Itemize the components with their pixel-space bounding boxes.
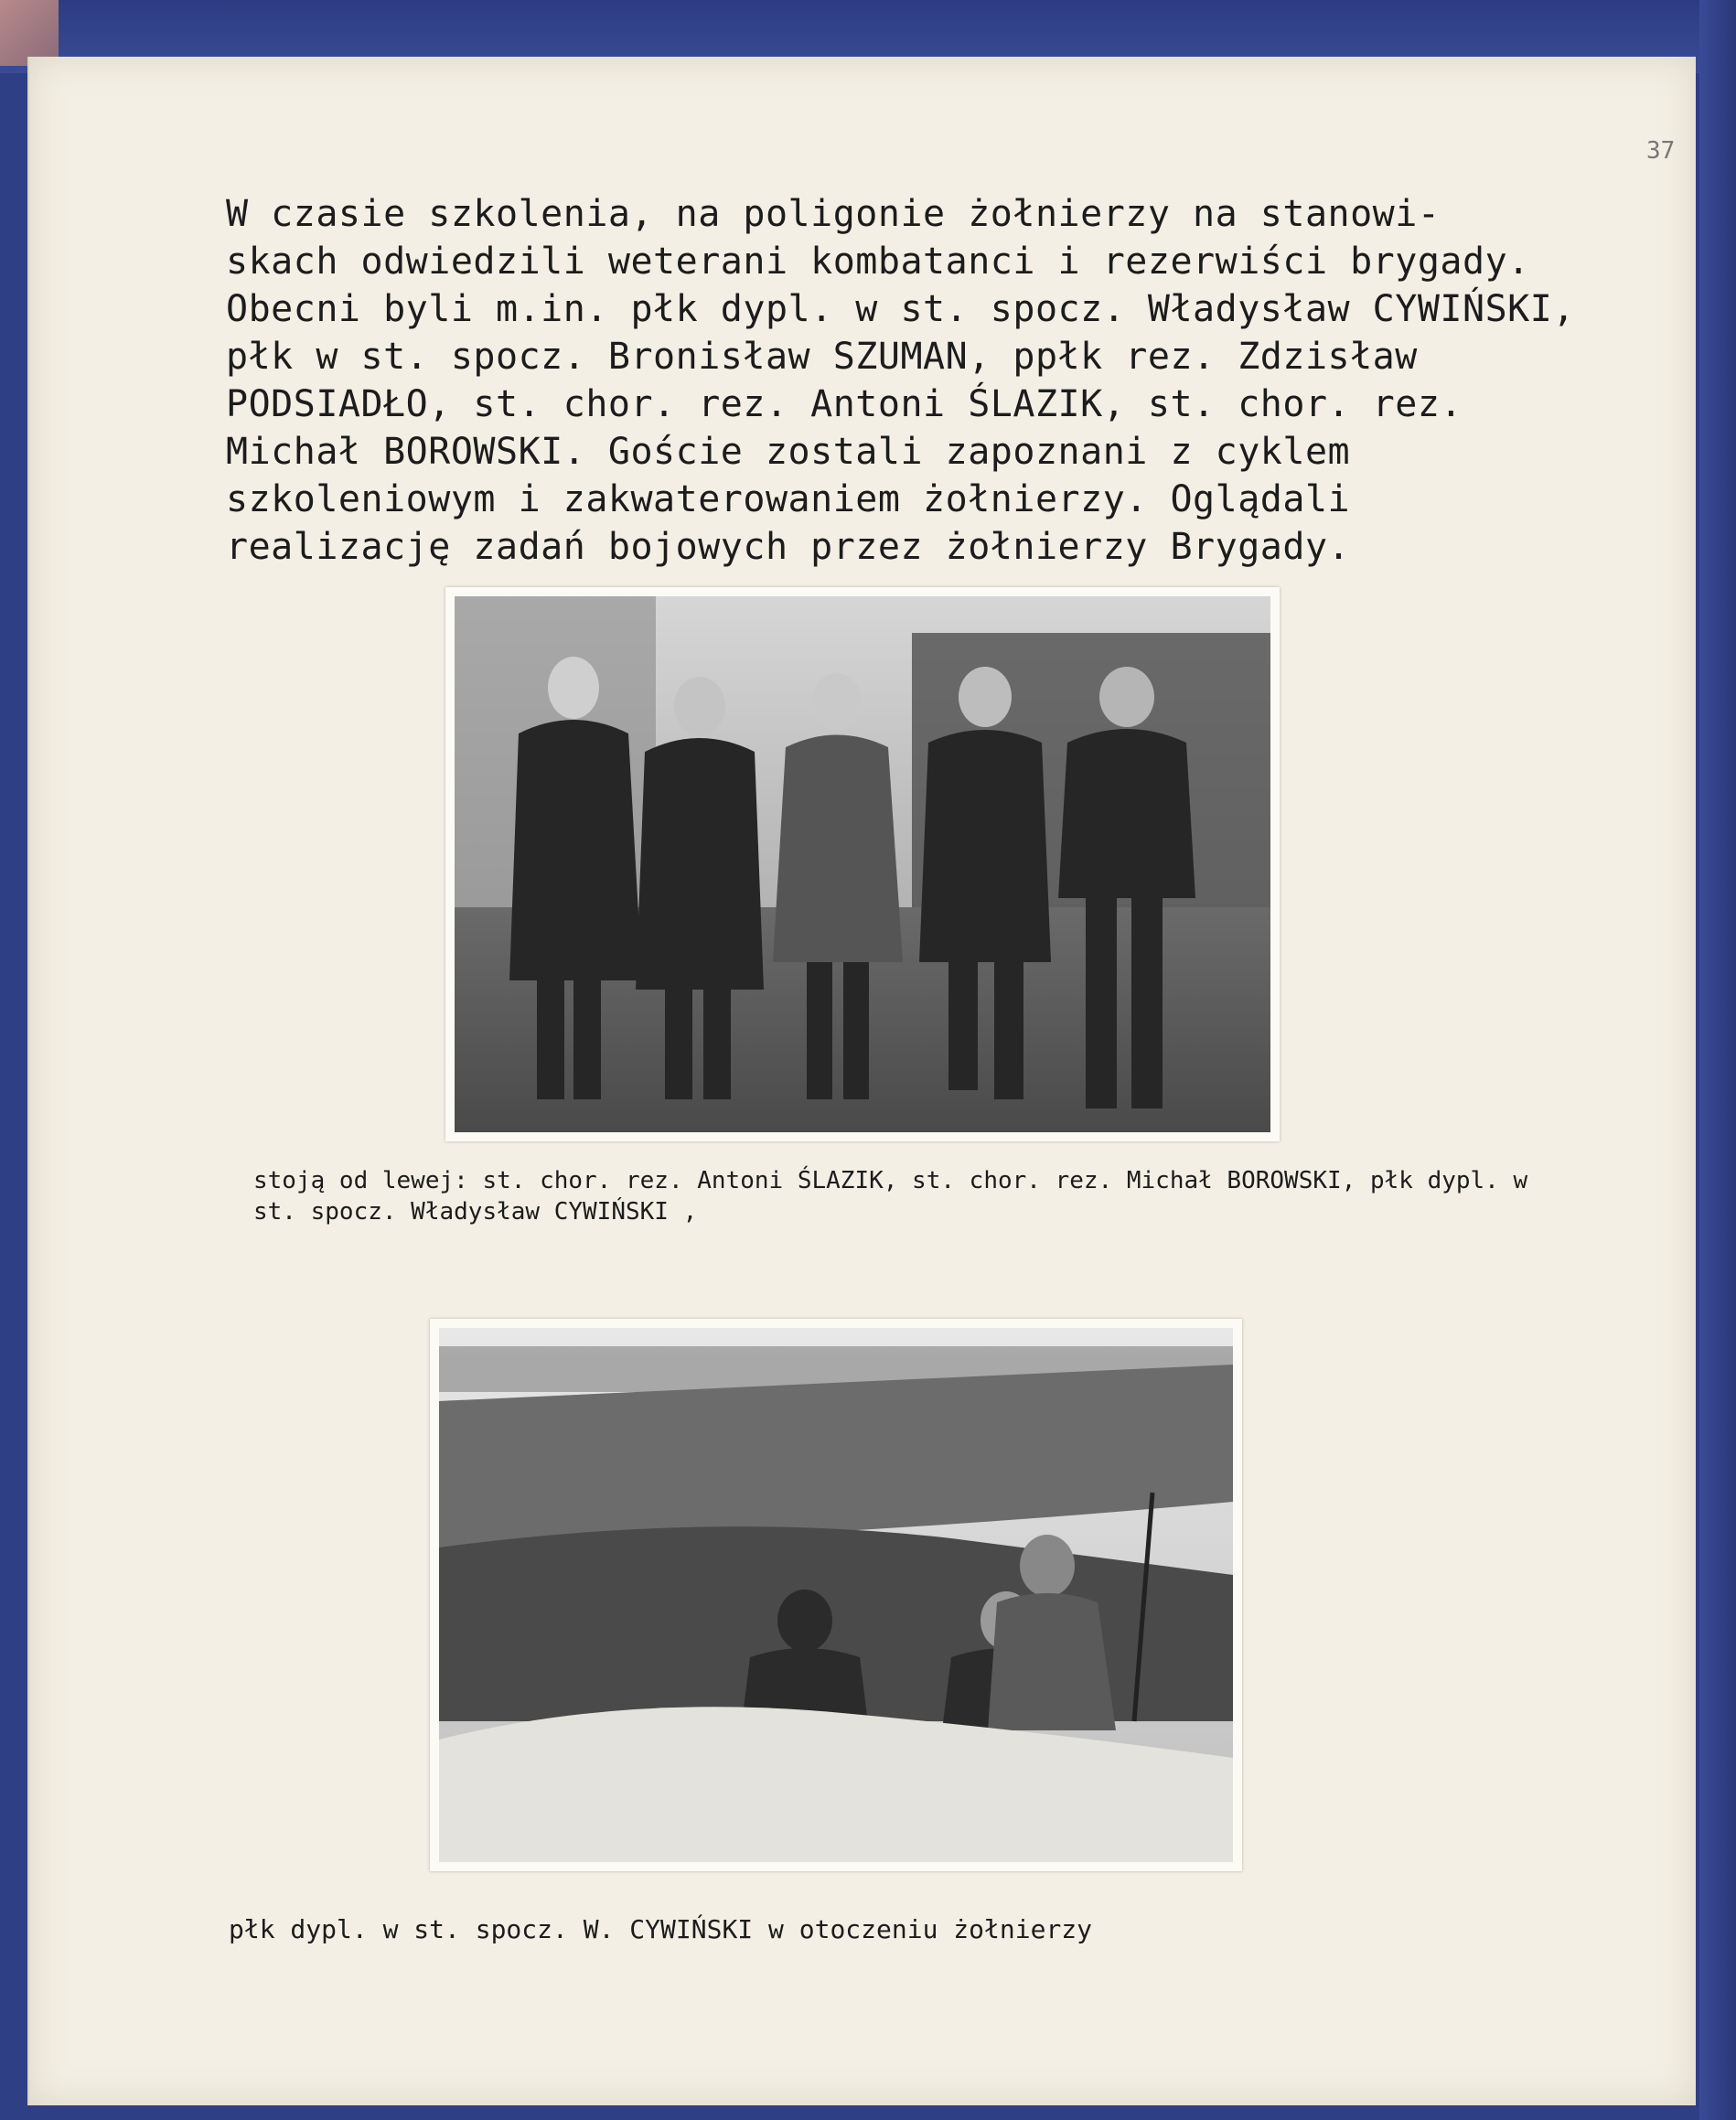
page-number: 37 (1646, 137, 1676, 165)
text-line: W czasie szkolenia, na poligonie żołnierzy na stanowi- (226, 193, 1441, 235)
caption-line: stoją od lewej: st. chor. rez. Antoni ŚLAZIK, st. chor. rez. Michał BOROWSKI, płk dypl. w (253, 1167, 1528, 1194)
photo-image (455, 596, 1270, 1132)
photo-veterans-group-image (455, 596, 1270, 1132)
text-line: realizację zadań bojowych przez żołnierzy Brygady. (226, 526, 1351, 568)
caption-line: st. spocz. Władysław CYWIŃSKI , (253, 1198, 698, 1226)
photo-2-caption: płk dypl. w st. spocz. W. CYWIŃSKI w otoczeniu żołnierzy (229, 1914, 1093, 1944)
handwritten-text (226, 190, 1653, 571)
album-cover-edge (1699, 0, 1736, 2120)
text-line: skach odwiedzili weterani kombatanci i rezerwiści brygady. (226, 241, 1530, 283)
photo-trench (430, 1319, 1242, 1871)
photo-image (439, 1328, 1233, 1862)
text-line: PODSIADŁO, st. chor. rez. Antoni ŚLAZIK, st. chor. rez. (226, 383, 1463, 425)
text-line: Michał BOROWSKI. Goście zostali zapoznani z cyklem (226, 431, 1351, 473)
photo-trench-image (439, 1328, 1233, 1862)
photo-1-caption (253, 1165, 1527, 1227)
photo-veterans-group (445, 587, 1280, 1141)
text-line: Obecni byli m.in. płk dypl. w st. spocz. Władysław CYWIŃSKI, (226, 288, 1575, 330)
text-line: płk w st. spocz. Bronisław SZUMAN, ppłk rez. Zdzisław (226, 336, 1418, 378)
text-line: szkoleniowym i zakwaterowaniem żołnierzy. Oglądali (226, 478, 1351, 520)
album-page (27, 57, 1696, 2105)
